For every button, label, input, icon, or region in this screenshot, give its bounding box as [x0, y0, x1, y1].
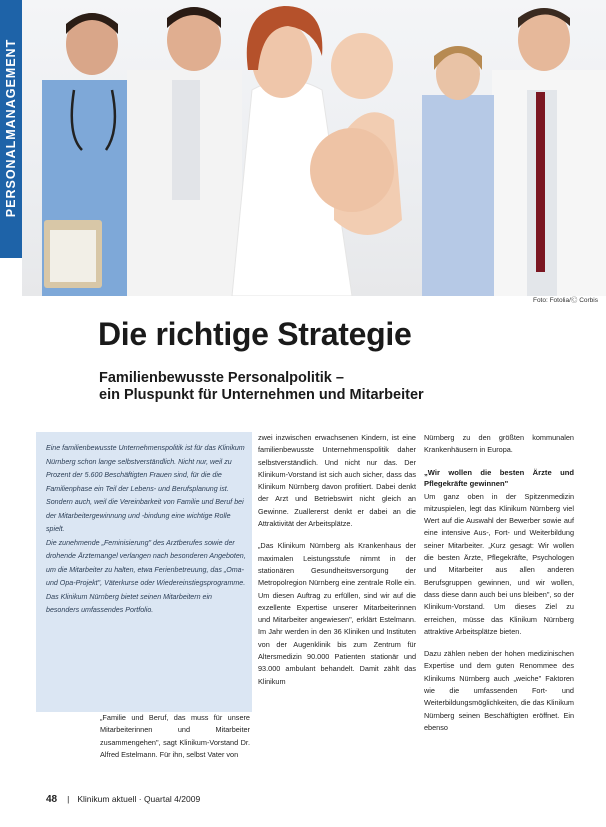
intro-paragraph: Die zunehmende „Feminisierung" des Arztberufes sowie der drohende Ärztemangel verlangen nach besonderen Angeboten, um die Mitarbeiter zu halten, etwa Ferienbetreuung, das „Oma-und Opa-Projekt", Väterkurse oder Wiedereinstiegsprogramme. Das Klinikum Nürnberg bietet seinen Mitarbeitern ein besonders umfassendes Portfolio.	[46, 538, 246, 614]
article-title: Die richtige Strategie	[98, 316, 412, 352]
body-paragraph: Nürnberg zu den größten kommunalen Krankenhäusern in Europa.	[424, 433, 574, 455]
section-sidebar	[0, 0, 22, 258]
body-paragraph: Um ganz oben in der Spitzenmedizin mitzuspielen, legt das Klinikum Nürnberg viel Wert auf die Auswahl der Bewerber sowie auf eine intensive Aus-, Fort- und Weiterbildung seiner Mitarbeiter. „Kurz gesagt: Wir wollen die besten Ärzte, Pflegekräfte, Psychologen und Mitarbeiter aus allen anderen Berufsgruppen gewinnen, und wir wollen, dass diese dann auch bei uns bleiben", so der Klinikum-Vorstand. Um dieses Ziel zu erreichen, müsse das Klinikum Nürnberg attraktive Arbeitsplätze bieten.	[424, 491, 574, 636]
intro-text	[46, 442, 246, 618]
column-subheading: „Wir wollen die besten Ärzte und Pflegekräfte gewinnen"	[424, 467, 574, 488]
body-paragraph: zwei inzwischen erwachsenen Kindern, ist eine familienbewusste Unternehmenspolitik daher selbstverständlich. Und nicht nur das. Der Klinikum-Vorstand ist sich auch sicher, dass das Klinikum Nürnberg davon profitiert. Dabei denkt der Arzt und Betriebswirt nicht gleich an Gewinne. Zuallererst denkt er dabei an die Attraktivität der Arbeitsplätze.	[258, 433, 416, 529]
hero-photo	[22, 0, 606, 296]
footer-separator: |	[67, 794, 70, 804]
page-footer	[46, 794, 200, 805]
photo-credit: Foto: Fotolia/Ⓒ Corbis	[532, 297, 598, 304]
page-number: 48	[46, 794, 58, 805]
subtitle-line: ein Pluspunkt für Unternehmen und Mitarbeiter	[99, 387, 424, 403]
body-paragraph: „Familie und Beruf, das muss für unsere Mitarbeiterinnen und Mitarbeiter zusammengehen", sagt Klinikum-Vorstand Dr. Alfred Estelmann. Für ihn, selbst Vater von	[100, 713, 250, 759]
article-subtitle	[99, 370, 424, 404]
column-2	[258, 432, 416, 688]
column-1	[100, 712, 250, 761]
hero-photo-illustration	[22, 0, 606, 296]
subtitle-line: Familienbewusste Personalpolitik –	[99, 370, 344, 386]
column-3	[424, 432, 574, 734]
intro-paragraph: Eine familienbewusste Unternehmenspolitik ist für das Klinikum Nürnberg schon lange selbstverständlich. Nicht nur, weil zu Prozent der 5.600 Beschäftigten Frauen sind, für die die Familienphase ein Teil der Lebens- und Berufsplanung ist. Sondern auch, weil die Vereinbarkeit von Familie und Beruf bei der Mitarbeitergewinnung und -bindung eine wichtige Rolle spielt.	[46, 444, 245, 533]
magazine-name: Klinikum aktuell · Quartal 4/2009	[77, 794, 201, 804]
section-label: PERSONALMANAGEMENT	[4, 38, 18, 218]
body-paragraph: Dazu zählen neben der hohen medizinischen Expertise und dem guten Renommee des Klinikums Nürnberg auch „weiche" Faktoren wie die umfassenden Fort- und Weiterbildungsmöglichkeiten, die das Klinikum Nürnberg seinen Beschäftigten eröffnet. Ein ebenso	[424, 649, 574, 732]
body-paragraph: „Das Klinikum Nürnberg als Krankenhaus der maximalen Leistungsstufe nimmt in der stationären Gesundheitsversorgung der Metropolregion Nürnberg eine zentrale Rolle ein. Um diesen Auftrag zu erfüllen, sind wir auf die exzellente Expertise unserer Mitarbeiterinnen und Mitarbeiter angewiesen", erklärt Estelmann. Im Jahr werden in den 36 Kliniken und Instituten von der Augenklinik bis zum Zentrum für Altersmedizin 90.000 Patienten stationär und 93.000 ambulant behandelt. Damit zählt das Klinikum	[258, 541, 416, 686]
